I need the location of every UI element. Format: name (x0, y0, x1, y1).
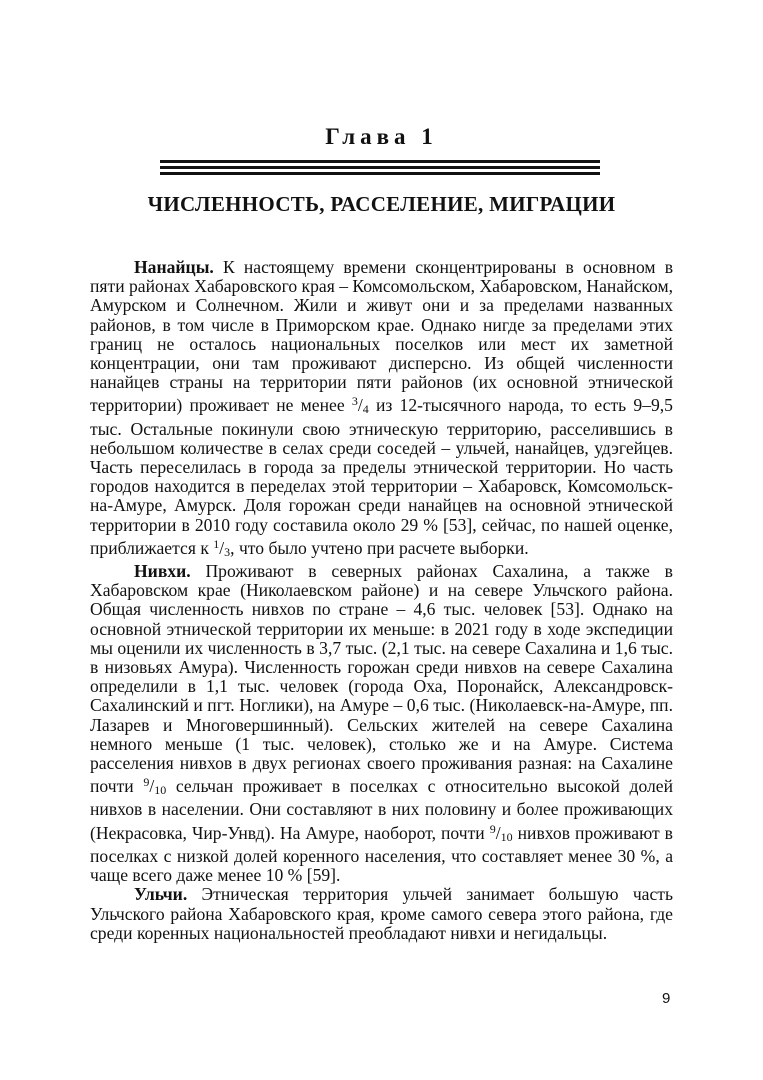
fraction-numerator: 9 (143, 775, 150, 790)
paragraph-lead: Нанайцы. (134, 257, 214, 277)
rule-line-3 (160, 172, 600, 175)
double-rule-divider (160, 160, 600, 178)
fraction-denominator: 4 (362, 402, 369, 417)
fraction-slash: / (149, 776, 155, 797)
paragraph-text: из 12-тысячного народа, то есть 9–9,5 тыс. Остальные покинули свою этническую территорию, расселившись в небольшом количестве в селах среди соседей – ульчей, нанайцев, удэгейцев. Часть переселилась в города за пределы этнической территории. Но часть городов находится в переделах этой территории – Хабаровск, Комсомольск-на-Амуре, Амурск. Доля горожан среди нанайцев на основной этнической территории в 2010 году составила около 29 % [53], сейчас, по нашей оценке, приближается к (90, 395, 673, 558)
paragraph-lead: Нивхи. (134, 561, 191, 582)
paragraph-nanai (90, 258, 673, 562)
fraction-denominator: 3 (224, 544, 231, 559)
rule-line-2 (160, 166, 600, 169)
paragraph-text: К настоящему времени сконцентрированы в основном в пяти районах Хабаровского края – Комсомольском, Хабаровском, Нанайском, Амурском и Солнечном. Жили и живут они и за пределами названных районов, в том числе в Приморском крае. Однако нигде за пределами этих границ не осталось национальных поселков или мест их заметной концентрации, они там проживают дисперсно. Из общей численности нанайцев страны на территории пяти районов (их основной этнической территории) проживает не менее (90, 257, 674, 416)
paragraph-text: , что было учтено при расчете выборки. (230, 537, 529, 558)
paragraph-text: Этническая территория ульчей занимает большую часть Ульчского района Хабаровского края, кроме самого севера этого района, где среди коренных национальностей преобладают нивхи и негидальцы. (90, 884, 673, 943)
paragraph-text: сельчан проживает в поселках с относительно высокой долей нивхов в населении. Они составляют в них половину и более проживающих (Некрасовка, Чир-Унвд). На Амуре, наоборот, почти (90, 776, 674, 843)
body-text (90, 258, 673, 943)
fraction-slash: / (219, 537, 225, 558)
rule-line-1 (160, 160, 600, 163)
fraction-numerator: 3 (351, 394, 358, 409)
paragraph-text: нивхов проживают в поселках с низкой долей коренного населения, что составляет менее 30 %, а чаще всего даже менее 10 % [59]. (90, 822, 673, 886)
chapter-title: ЧИСЛЕННОСТЬ, РАССЕЛЕНИЕ, МИГРАЦИИ (147, 192, 616, 216)
fraction-numerator: 1 (213, 536, 220, 551)
fraction-slash: / (357, 395, 363, 416)
page-number: 9 (662, 990, 671, 1007)
fraction-numerator: 9 (489, 821, 496, 836)
paragraph-ulchi (90, 885, 673, 943)
fraction-slash: / (495, 822, 501, 843)
fraction-denominator: 10 (500, 829, 513, 844)
fraction-denominator: 10 (154, 783, 167, 798)
paragraph-lead: Ульчи. (134, 884, 188, 905)
paragraph-text: Проживают в северных районах Сахалина, а также в Хабаровском крае (Николаевском районе) и на севере Ульчского района. Общая численность нивхов по стране – 4,6 тыс. человек [53]. Однако на основной этнической территории их меньше: в 2021 году в ходе экспедиции мы оценили их численность в 3,7 тыс. (2,1 тыс. на севере Сахалина и 1,6 тыс. в низовьях Амура). Численность горожан среди нивхов на севере Сахалина определили в 1,1 тыс. человек (города Оха, Поронайск, Александровск-Сахалинский и пгт. Ноглики), на Амуре – 0,6 тыс. (Николаевск-на-Амуре, пп. Лазарев и Многовершинный). Сельских жителей на севере Сахалина немного меньше (1 тыс. человек), столько же и на Амуре. Система расселения нивхов в двух регионах своего проживания разная: на Сахалине почти (90, 561, 673, 797)
paragraph-nivkh (90, 562, 673, 885)
chapter-heading: Глава 1 (325, 124, 438, 149)
